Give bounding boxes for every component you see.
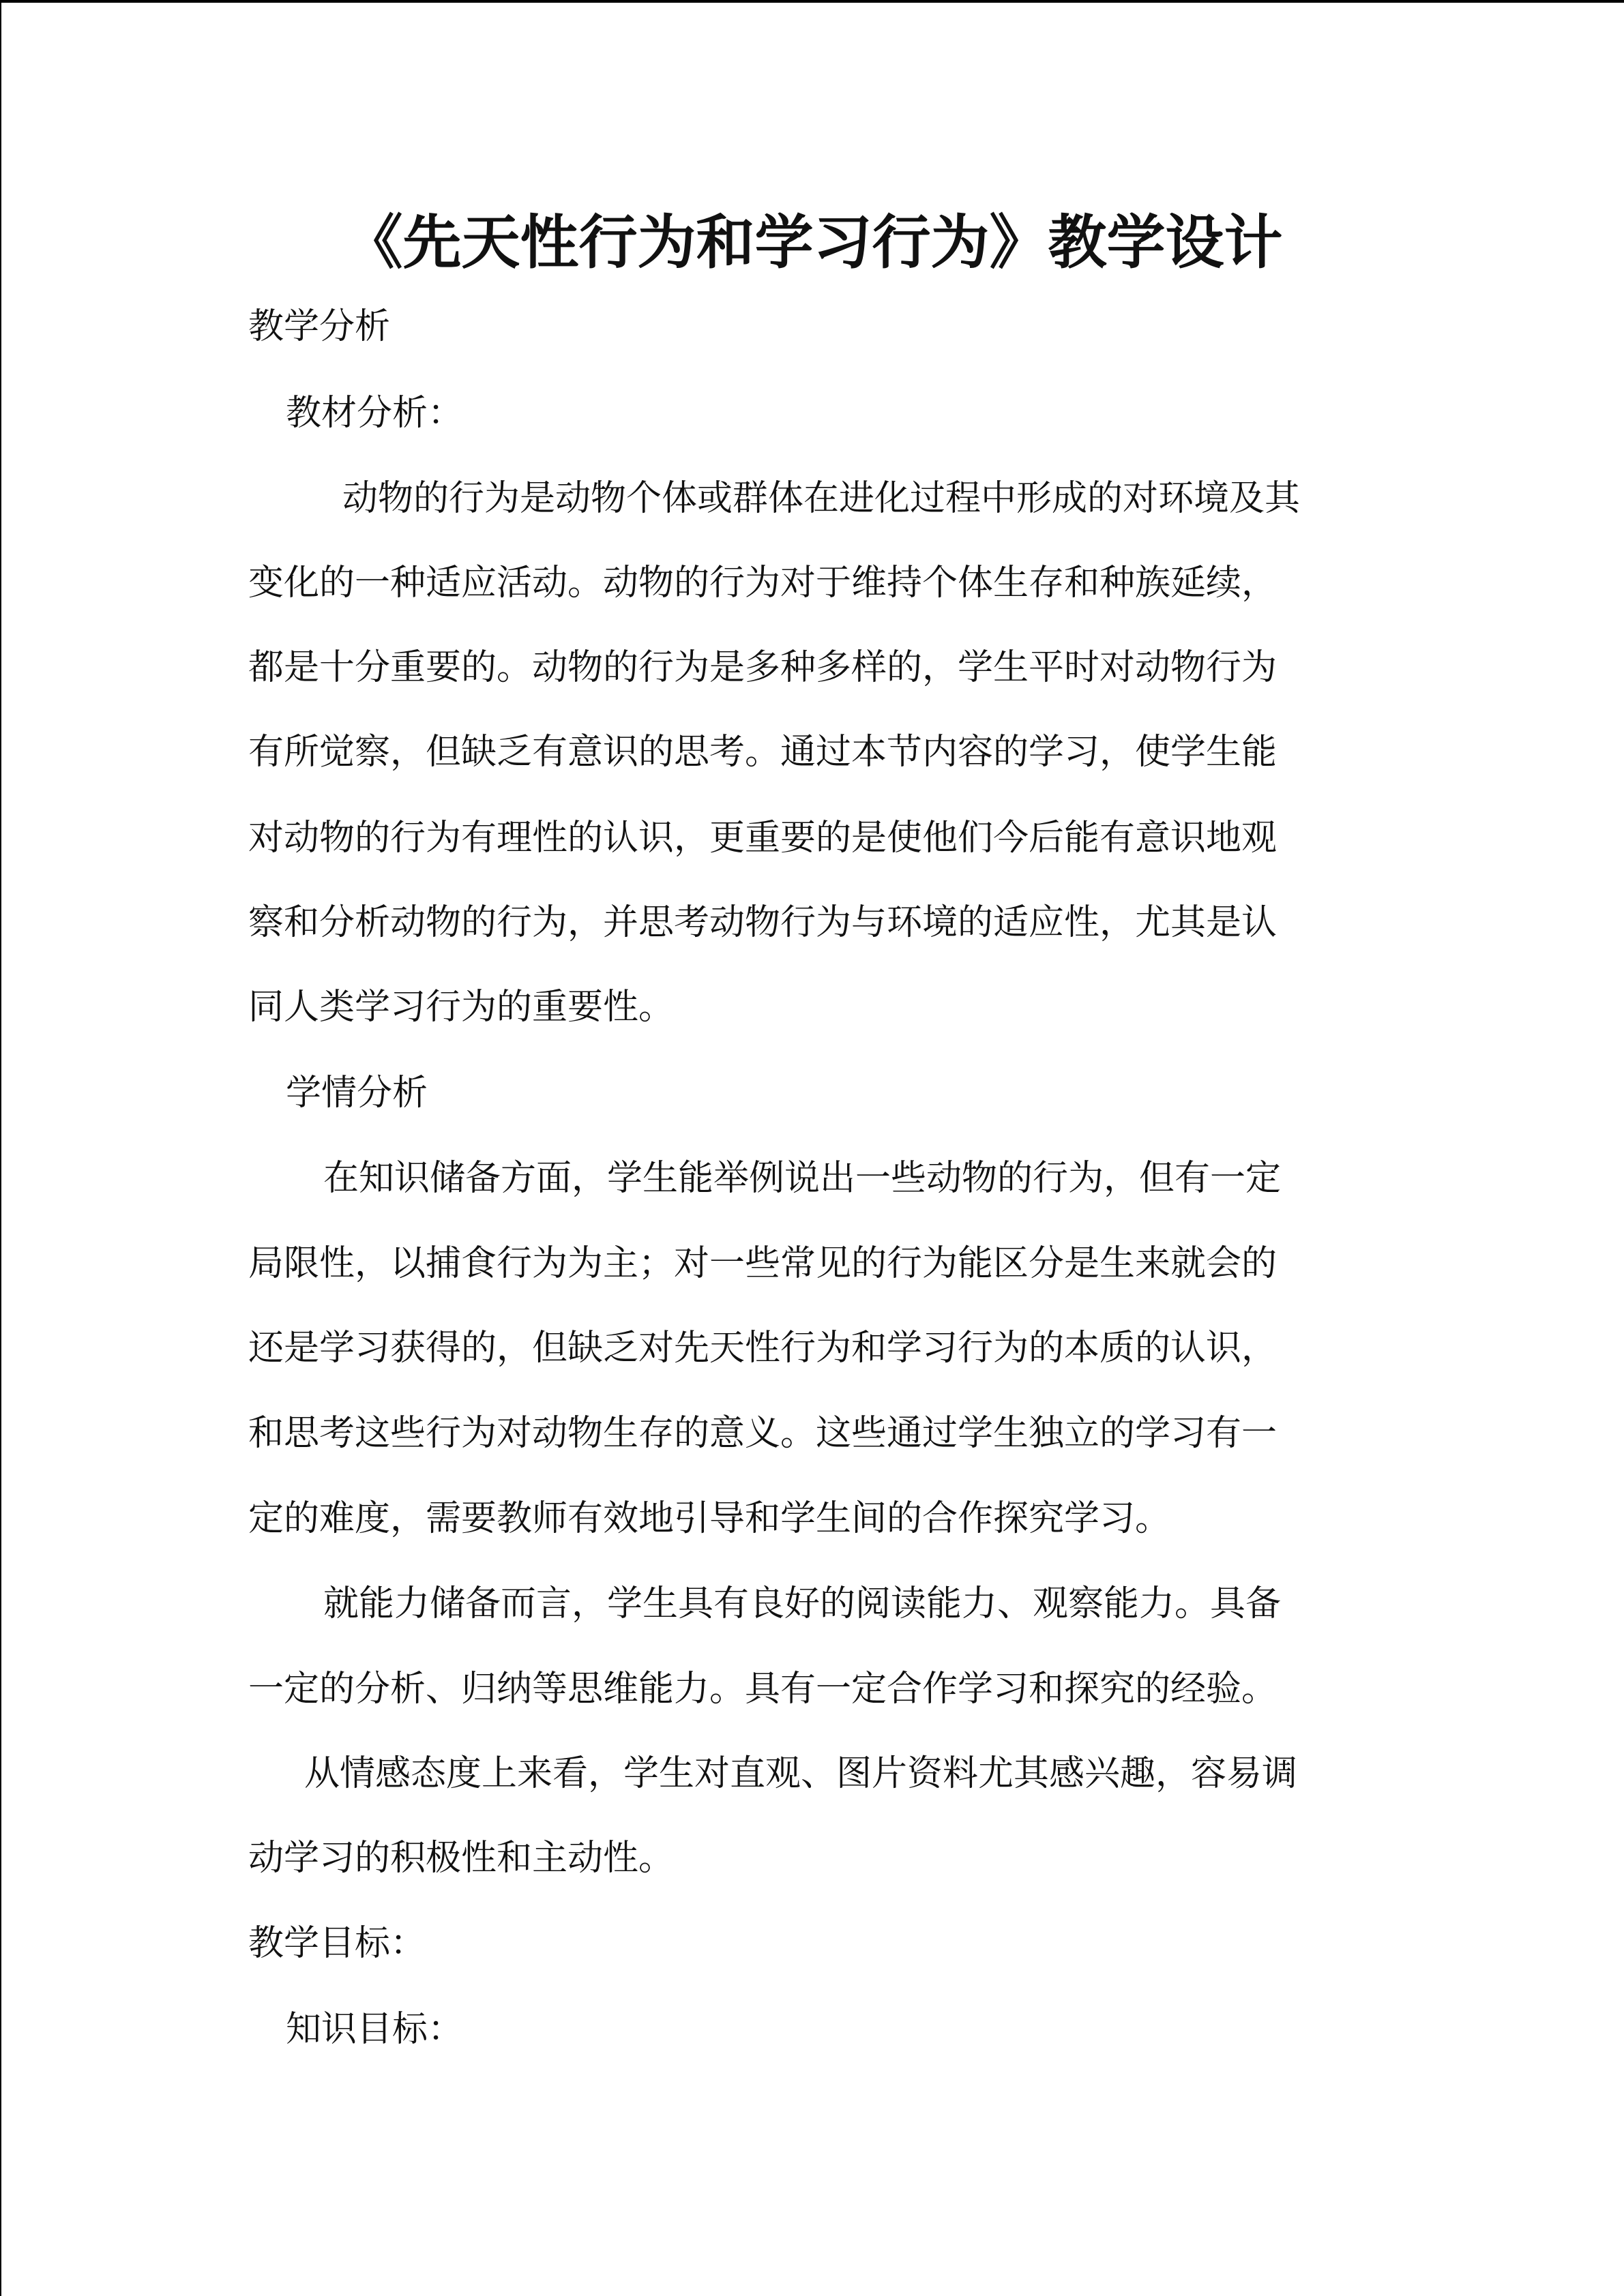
heading-teaching-goals: 教学目标： — [248, 1923, 426, 1964]
paragraph-line: 从情感态度上来看，学生对直观、图片资料尤其感兴趣，容易调 — [304, 1753, 1298, 1794]
paragraph-line: 和思考这些行为对动物生存的意义。这些通过学生独立的学习有一 — [248, 1413, 1278, 1454]
paragraph-line: 一定的分析、归纳等思维能力。具有一定合作学习和探究的经验。 — [248, 1669, 1278, 1710]
paragraph-line: 动学习的积极性和主动性。 — [248, 1838, 675, 1879]
paragraph-line: 都是十分重要的。动物的行为是多种多样的，学生平时对动物行为 — [248, 647, 1278, 688]
paragraph-line: 有所觉察，但缺乏有意识的思考。通过本节内容的学习，使学生能 — [248, 732, 1278, 773]
heading-teaching-analysis: 教学分析 — [248, 306, 391, 347]
paragraph-line: 察和分析动物的行为，并思考动物行为与环境的适应性，尤其是认 — [248, 902, 1278, 943]
paragraph-line: 变化的一种适应活动。动物的行为对于维持个体生存和种族延续， — [248, 563, 1278, 603]
paragraph-line: 在知识储备方面，学生能举例说出一些动物的行为，但有一定 — [323, 1158, 1282, 1199]
paragraph-line: 还是学习获得的，但缺乏对先天性行为和学习行为的本质的认识， — [248, 1328, 1278, 1369]
paragraph-line: 同人类学习行为的重要性。 — [248, 987, 675, 1028]
paragraph-line: 动物的行为是动物个体或群体在进化过程中形成的对环境及其 — [342, 478, 1301, 519]
subheading-student-analysis: 学情分析 — [286, 1073, 428, 1114]
subheading-textbook-analysis: 教材分析： — [286, 393, 464, 434]
paragraph-line: 对动物的行为有理性的认识，更重要的是使他们今后能有意识地观 — [248, 818, 1278, 859]
paragraph-line: 局限性，以捕食行为为主；对一些常见的行为能区分是生来就会的 — [248, 1243, 1278, 1284]
subheading-knowledge-goals: 知识目标： — [286, 2009, 464, 2050]
document-title: 《先天性行为和学习行为》教学设计 — [344, 208, 1283, 277]
paragraph-line: 定的难度，需要教师有效地引导和学生间的合作探究学习。 — [248, 1498, 1171, 1539]
paragraph-line: 就能力储备而言，学生具有良好的阅读能力、观察能力。具备 — [323, 1583, 1282, 1624]
